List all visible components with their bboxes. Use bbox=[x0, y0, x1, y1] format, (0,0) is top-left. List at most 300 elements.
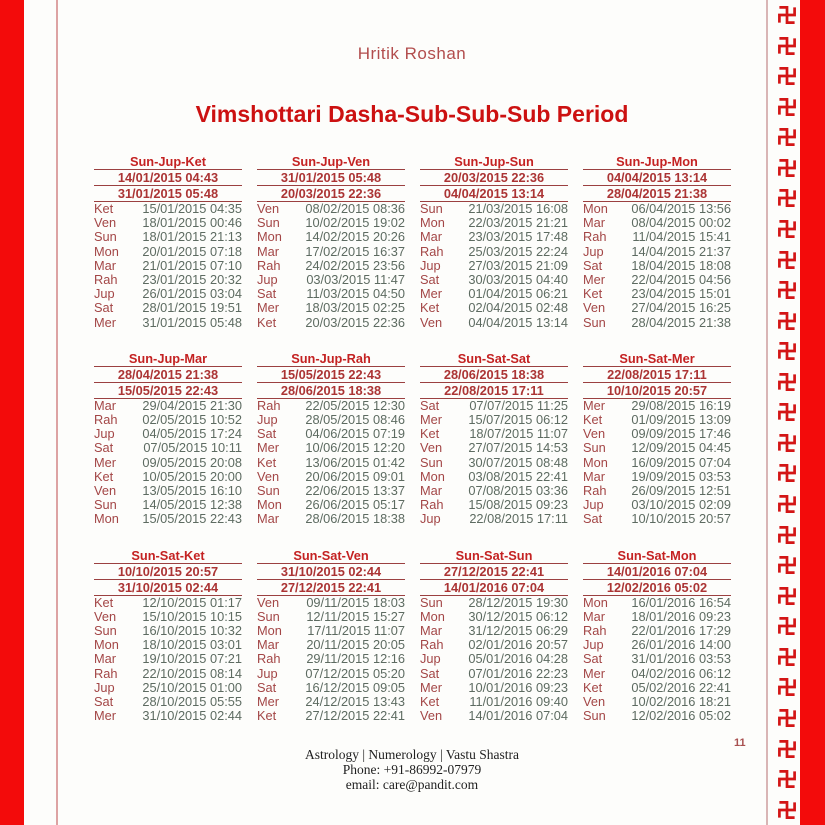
dasha-period-start: 28/04/2015 21:38 bbox=[94, 367, 242, 383]
period-end-datetime: 27/03/2015 21:09 bbox=[468, 257, 568, 273]
period-end-datetime: 04/06/2015 07:19 bbox=[305, 426, 405, 442]
swastika-icon bbox=[777, 280, 797, 300]
period-end-datetime: 16/12/2015 09:05 bbox=[305, 679, 405, 695]
planet-label: Ket bbox=[257, 454, 277, 470]
dasha-row bbox=[420, 610, 568, 624]
dasha-row bbox=[94, 230, 242, 244]
dasha-row bbox=[420, 216, 568, 230]
dasha-row bbox=[420, 709, 568, 723]
swastika-icon bbox=[777, 250, 797, 270]
period-end-datetime: 29/04/2015 21:30 bbox=[142, 397, 242, 413]
period-end-datetime: 10/02/2016 18:21 bbox=[631, 694, 731, 710]
period-end-datetime: 17/02/2015 16:37 bbox=[305, 243, 405, 259]
footer-services-line: Astrology | Numerology | Vastu Shastra bbox=[304, 747, 520, 762]
planet-label: Mon bbox=[257, 497, 282, 513]
swastika-icon bbox=[777, 372, 797, 392]
planet-label: Ven bbox=[583, 426, 606, 442]
swastika-icon bbox=[777, 616, 797, 636]
dasha-row bbox=[257, 709, 405, 723]
swastika-icon bbox=[777, 36, 797, 56]
period-end-datetime: 01/09/2015 13:09 bbox=[631, 412, 731, 428]
period-end-datetime: 15/01/2015 04:35 bbox=[142, 201, 242, 216]
planet-label: Sat bbox=[583, 651, 603, 667]
dasha-period-end: 28/04/2015 21:38 bbox=[583, 186, 731, 202]
planet-label: Rah bbox=[257, 397, 281, 413]
planet-label: Mar bbox=[583, 608, 606, 624]
planet-label: Mar bbox=[420, 483, 443, 499]
dasha-row bbox=[420, 202, 568, 216]
swastika-icon bbox=[777, 311, 797, 331]
planet-label: Rah bbox=[583, 623, 607, 639]
swastika-icon bbox=[777, 739, 797, 759]
dasha-table bbox=[583, 154, 731, 330]
dasha-row bbox=[257, 652, 405, 666]
period-end-datetime: 18/10/2015 03:01 bbox=[142, 637, 242, 653]
period-end-datetime: 03/03/2015 11:47 bbox=[306, 272, 405, 288]
period-end-datetime: 25/10/2015 01:00 bbox=[142, 679, 242, 695]
planet-label: Mon bbox=[94, 637, 119, 653]
dasha-row bbox=[257, 638, 405, 652]
dasha-row bbox=[94, 652, 242, 666]
planet-label: Sun bbox=[257, 215, 280, 231]
period-end-datetime: 09/09/2015 17:46 bbox=[631, 426, 731, 442]
planet-label: Sat bbox=[583, 257, 603, 273]
period-end-datetime: 10/05/2015 20:00 bbox=[142, 468, 242, 484]
planet-label: Mer bbox=[583, 665, 606, 681]
dasha-row bbox=[94, 301, 242, 315]
dasha-row bbox=[257, 427, 405, 441]
planet-label: Sun bbox=[420, 594, 443, 610]
planet-label: Rah bbox=[420, 637, 444, 653]
dasha-row bbox=[583, 456, 731, 470]
period-end-datetime: 27/12/2015 22:41 bbox=[305, 708, 405, 724]
dasha-row bbox=[420, 413, 568, 427]
dasha-period-start: 22/08/2015 17:11 bbox=[583, 367, 731, 383]
dasha-table-title: Sun-Sat-Ven bbox=[257, 548, 405, 564]
planet-label: Rah bbox=[94, 665, 118, 681]
period-end-datetime: 20/06/2015 09:01 bbox=[305, 468, 405, 484]
planet-label: Sun bbox=[257, 608, 280, 624]
dasha-table bbox=[420, 351, 568, 527]
dasha-row bbox=[420, 498, 568, 512]
period-end-datetime: 28/06/2015 18:38 bbox=[305, 511, 405, 527]
page-title: Vimshottari Dasha-Sub-Sub-Sub Period bbox=[195, 101, 629, 127]
dasha-row bbox=[583, 596, 731, 610]
dasha-row bbox=[583, 695, 731, 709]
dasha-table-title: Sun-Jup-Ven bbox=[257, 154, 405, 170]
dasha-row bbox=[420, 667, 568, 681]
dasha-row bbox=[257, 441, 405, 455]
planet-label: Ven bbox=[257, 594, 280, 610]
dasha-row bbox=[94, 610, 242, 624]
right-border-bar bbox=[800, 0, 825, 825]
dasha-row bbox=[94, 470, 242, 484]
planet-label: Sun bbox=[420, 454, 443, 470]
dasha-row bbox=[420, 399, 568, 413]
dasha-row bbox=[420, 512, 568, 526]
swastika-icon bbox=[777, 158, 797, 178]
swastika-border-column bbox=[774, 0, 800, 825]
dasha-row bbox=[420, 470, 568, 484]
planet-label: Sun bbox=[94, 497, 117, 513]
dasha-row bbox=[420, 681, 568, 695]
dasha-row bbox=[257, 216, 405, 230]
period-end-datetime: 30/12/2015 06:12 bbox=[468, 608, 568, 624]
planet-label: Sun bbox=[420, 201, 443, 216]
swastika-icon bbox=[777, 188, 797, 208]
dasha-row bbox=[583, 610, 731, 624]
swastika-icon bbox=[777, 525, 797, 545]
period-end-datetime: 20/03/2015 22:36 bbox=[305, 314, 405, 330]
period-end-datetime: 08/04/2015 00:02 bbox=[631, 215, 731, 231]
period-end-datetime: 13/06/2015 01:42 bbox=[305, 454, 405, 470]
period-end-datetime: 31/01/2016 03:53 bbox=[631, 651, 731, 667]
planet-label: Mer bbox=[420, 412, 443, 428]
swastika-icon bbox=[777, 372, 797, 392]
dasha-row bbox=[420, 273, 568, 287]
planet-label: Mon bbox=[257, 623, 282, 639]
period-end-datetime: 18/07/2015 11:07 bbox=[469, 426, 568, 442]
swastika-icon bbox=[777, 677, 797, 697]
swastika-icon bbox=[777, 97, 797, 117]
period-end-datetime: 28/04/2015 21:38 bbox=[631, 314, 731, 330]
planet-label: Mar bbox=[257, 243, 280, 259]
dasha-row bbox=[94, 316, 242, 330]
period-end-datetime: 05/01/2016 04:28 bbox=[468, 651, 568, 667]
planet-label: Ven bbox=[420, 440, 443, 456]
period-end-datetime: 19/10/2015 07:21 bbox=[142, 651, 242, 667]
period-end-datetime: 10/02/2015 19:02 bbox=[305, 215, 405, 231]
swastika-icon bbox=[777, 219, 797, 239]
dasha-period-start: 28/06/2015 18:38 bbox=[420, 367, 568, 383]
period-end-datetime: 12/10/2015 01:17 bbox=[142, 594, 242, 610]
dasha-period-start: 31/01/2015 05:48 bbox=[257, 170, 405, 186]
period-end-datetime: 11/03/2015 04:50 bbox=[306, 286, 405, 302]
dasha-period-start: 10/10/2015 20:57 bbox=[94, 564, 242, 580]
dasha-row bbox=[583, 230, 731, 244]
planet-label: Ket bbox=[583, 679, 603, 695]
period-end-datetime: 18/01/2015 00:46 bbox=[142, 215, 242, 231]
planet-label: Ket bbox=[257, 314, 277, 330]
planet-label: Jup bbox=[583, 637, 604, 653]
swastika-icon bbox=[777, 127, 797, 147]
planet-label: Rah bbox=[583, 483, 607, 499]
period-end-datetime: 22/08/2015 17:11 bbox=[469, 511, 568, 527]
swastika-icon bbox=[777, 708, 797, 728]
swastika-icon bbox=[777, 555, 797, 575]
period-end-datetime: 26/01/2016 14:00 bbox=[631, 637, 731, 653]
dasha-row bbox=[583, 638, 731, 652]
period-end-datetime: 16/09/2015 07:04 bbox=[631, 454, 731, 470]
period-end-datetime: 16/01/2016 16:54 bbox=[631, 594, 731, 610]
dasha-table bbox=[94, 351, 242, 527]
planet-label: Ket bbox=[420, 300, 440, 316]
swastika-icon bbox=[777, 5, 797, 25]
dasha-table-title: Sun-Sat-Ket bbox=[94, 548, 242, 564]
dasha-period-end: 10/10/2015 20:57 bbox=[583, 383, 731, 399]
footer bbox=[58, 748, 766, 792]
dasha-row bbox=[420, 441, 568, 455]
dasha-row bbox=[257, 287, 405, 301]
period-end-datetime: 15/05/2015 22:43 bbox=[142, 511, 242, 527]
dasha-row bbox=[257, 512, 405, 526]
dasha-table bbox=[420, 548, 568, 724]
planet-label: Sun bbox=[583, 314, 606, 330]
planet-label: Sat bbox=[420, 665, 440, 681]
period-end-datetime: 04/05/2015 17:24 bbox=[142, 426, 242, 442]
dasha-table bbox=[257, 548, 405, 724]
dasha-period-end: 27/12/2015 22:41 bbox=[257, 580, 405, 596]
swastika-icon bbox=[777, 769, 797, 789]
swastika-icon bbox=[777, 677, 797, 697]
period-end-datetime: 04/04/2015 13:14 bbox=[468, 314, 568, 330]
planet-label: Mar bbox=[94, 397, 117, 413]
planet-label: Sat bbox=[583, 511, 603, 527]
dasha-row bbox=[257, 456, 405, 470]
dasha-period-end: 12/02/2016 05:02 bbox=[583, 580, 731, 596]
swastika-icon bbox=[777, 127, 797, 147]
planet-label: Mer bbox=[94, 314, 117, 330]
period-end-datetime: 23/04/2015 15:01 bbox=[631, 286, 731, 302]
period-end-datetime: 02/01/2016 20:57 bbox=[468, 637, 568, 653]
period-end-datetime: 14/02/2015 20:26 bbox=[305, 229, 405, 245]
planet-label: Mer bbox=[420, 679, 443, 695]
period-end-datetime: 22/05/2015 12:30 bbox=[305, 397, 405, 413]
dasha-tables-grid bbox=[94, 154, 731, 723]
dasha-row bbox=[420, 456, 568, 470]
swastika-icon bbox=[777, 341, 797, 361]
dasha-row bbox=[257, 230, 405, 244]
dasha-table-title: Sun-Sat-Sat bbox=[420, 351, 568, 367]
planet-label: Jup bbox=[94, 426, 115, 442]
dasha-table bbox=[94, 548, 242, 724]
dasha-row bbox=[583, 667, 731, 681]
dasha-row bbox=[420, 287, 568, 301]
planet-label: Ven bbox=[94, 608, 117, 624]
planet-label: Ket bbox=[583, 286, 603, 302]
dasha-table-title: Sun-Jup-Mon bbox=[583, 154, 731, 170]
dasha-row bbox=[94, 273, 242, 287]
planet-label: Mon bbox=[420, 608, 445, 624]
dasha-row bbox=[583, 202, 731, 216]
dasha-row bbox=[257, 273, 405, 287]
dasha-row bbox=[94, 202, 242, 216]
swastika-icon bbox=[777, 250, 797, 270]
planet-label: Rah bbox=[257, 651, 281, 667]
dasha-period-start: 27/12/2015 22:41 bbox=[420, 564, 568, 580]
period-end-datetime: 05/02/2016 22:41 bbox=[631, 679, 731, 695]
swastika-icon bbox=[777, 800, 797, 820]
swastika-icon bbox=[777, 708, 797, 728]
planet-label: Mar bbox=[420, 229, 443, 245]
period-end-datetime: 03/10/2015 02:09 bbox=[631, 497, 731, 513]
period-end-datetime: 06/04/2015 13:56 bbox=[631, 201, 731, 216]
dasha-row bbox=[257, 596, 405, 610]
period-end-datetime: 20/01/2015 07:18 bbox=[142, 243, 242, 259]
period-end-datetime: 19/09/2015 03:53 bbox=[631, 468, 731, 484]
planet-label: Mon bbox=[583, 594, 608, 610]
period-end-datetime: 02/04/2015 02:48 bbox=[468, 300, 568, 316]
swastika-icon bbox=[777, 311, 797, 331]
dasha-row bbox=[583, 427, 731, 441]
swastika-icon bbox=[777, 463, 797, 483]
left-border-bar bbox=[0, 0, 24, 825]
period-end-datetime: 25/03/2015 22:24 bbox=[468, 243, 568, 259]
dasha-row bbox=[583, 624, 731, 638]
period-end-datetime: 22/10/2015 08:14 bbox=[142, 665, 242, 681]
dasha-table-title: Sun-Sat-Mon bbox=[583, 548, 731, 564]
planet-label: Mer bbox=[583, 397, 606, 413]
swastika-icon bbox=[777, 616, 797, 636]
footer-phone-line: Phone: +91-86992-07979 bbox=[342, 761, 482, 777]
dasha-row bbox=[94, 427, 242, 441]
dasha-row bbox=[420, 245, 568, 259]
period-end-datetime: 23/01/2015 20:32 bbox=[142, 272, 242, 288]
period-end-datetime: 12/09/2015 04:45 bbox=[631, 440, 731, 456]
dasha-row bbox=[420, 230, 568, 244]
planet-label: Rah bbox=[420, 243, 444, 259]
dasha-period-end: 22/08/2015 17:11 bbox=[420, 383, 568, 399]
dasha-row bbox=[257, 484, 405, 498]
period-end-datetime: 28/10/2015 05:55 bbox=[142, 694, 242, 710]
person-name: Hritik Roshan bbox=[357, 44, 467, 63]
swastika-icon bbox=[777, 433, 797, 453]
swastika-icon bbox=[777, 586, 797, 606]
dasha-row bbox=[94, 441, 242, 455]
dasha-row bbox=[420, 596, 568, 610]
period-end-datetime: 15/10/2015 10:15 bbox=[142, 608, 242, 624]
swastika-icon bbox=[777, 5, 797, 25]
planet-label: Ven bbox=[420, 314, 443, 330]
planet-label: Mon bbox=[94, 243, 119, 259]
dasha-row bbox=[583, 681, 731, 695]
period-end-datetime: 11/01/2016 09:40 bbox=[469, 694, 568, 710]
planet-label: Ket bbox=[94, 201, 114, 216]
dasha-row bbox=[420, 259, 568, 273]
period-end-datetime: 26/01/2015 03:04 bbox=[142, 286, 242, 302]
period-end-datetime: 23/03/2015 17:48 bbox=[468, 229, 568, 245]
dasha-row bbox=[94, 709, 242, 723]
dasha-table bbox=[94, 154, 242, 330]
dasha-row bbox=[94, 259, 242, 273]
period-end-datetime: 18/01/2016 09:23 bbox=[631, 608, 731, 624]
dasha-period-start: 14/01/2016 07:04 bbox=[583, 564, 731, 580]
planet-label: Jup bbox=[94, 679, 115, 695]
period-end-datetime: 24/12/2015 13:43 bbox=[305, 694, 405, 710]
planet-label: Sat bbox=[257, 679, 277, 695]
planet-label: Ven bbox=[257, 468, 280, 484]
planet-label: Mar bbox=[257, 511, 280, 527]
dasha-period-end: 15/05/2015 22:43 bbox=[94, 383, 242, 399]
swastika-icon bbox=[777, 341, 797, 361]
dasha-table bbox=[583, 548, 731, 724]
dasha-row bbox=[257, 413, 405, 427]
period-end-datetime: 15/07/2015 06:12 bbox=[468, 412, 568, 428]
planet-label: Rah bbox=[94, 412, 118, 428]
period-end-datetime: 26/06/2015 05:17 bbox=[305, 497, 405, 513]
dasha-table-title: Sun-Sat-Mer bbox=[583, 351, 731, 367]
period-end-datetime: 12/11/2015 15:27 bbox=[306, 608, 405, 624]
swastika-icon bbox=[777, 36, 797, 56]
period-end-datetime: 10/01/2016 09:23 bbox=[468, 679, 568, 695]
dasha-row bbox=[257, 301, 405, 315]
dasha-period-start: 14/01/2015 04:43 bbox=[94, 170, 242, 186]
dasha-row bbox=[420, 638, 568, 652]
planet-label: Sat bbox=[94, 300, 114, 316]
planet-label: Rah bbox=[94, 272, 118, 288]
swastika-icon bbox=[777, 800, 797, 820]
dasha-row bbox=[583, 441, 731, 455]
planet-label: Jup bbox=[257, 412, 278, 428]
swastika-icon bbox=[777, 402, 797, 422]
dasha-row bbox=[257, 681, 405, 695]
planet-label: Mon bbox=[94, 511, 119, 527]
period-end-datetime: 18/01/2015 21:13 bbox=[142, 229, 242, 245]
planet-label: Sun bbox=[257, 483, 280, 499]
dasha-row bbox=[420, 624, 568, 638]
planet-label: Rah bbox=[420, 497, 444, 513]
planet-label: Sat bbox=[420, 272, 440, 288]
planet-label: Ven bbox=[94, 215, 117, 231]
dasha-row bbox=[257, 470, 405, 484]
swastika-icon bbox=[777, 158, 797, 178]
dasha-row bbox=[257, 695, 405, 709]
period-end-datetime: 17/11/2015 11:07 bbox=[307, 623, 405, 639]
dasha-row bbox=[583, 273, 731, 287]
dasha-period-end: 28/06/2015 18:38 bbox=[257, 383, 405, 399]
dasha-row bbox=[94, 681, 242, 695]
period-end-datetime: 30/03/2015 04:40 bbox=[468, 272, 568, 288]
period-end-datetime: 28/05/2015 08:46 bbox=[305, 412, 405, 428]
period-end-datetime: 14/01/2016 07:04 bbox=[468, 708, 568, 724]
dasha-row bbox=[94, 216, 242, 230]
planet-label: Jup bbox=[420, 651, 441, 667]
swastika-icon bbox=[777, 66, 797, 86]
planet-label: Mon bbox=[420, 468, 445, 484]
dasha-row bbox=[583, 259, 731, 273]
dasha-table bbox=[420, 154, 568, 330]
planet-label: Ket bbox=[420, 426, 440, 442]
period-end-datetime: 24/02/2015 23:56 bbox=[305, 257, 405, 273]
period-end-datetime: 21/01/2015 07:10 bbox=[142, 257, 242, 273]
swastika-icon bbox=[777, 769, 797, 789]
planet-label: Sun bbox=[583, 708, 606, 724]
planet-label: Rah bbox=[583, 229, 607, 245]
dasha-period-end: 04/04/2015 13:14 bbox=[420, 186, 568, 202]
planet-label: Mer bbox=[583, 272, 606, 288]
swastika-icon bbox=[777, 525, 797, 545]
period-end-datetime: 10/10/2015 20:57 bbox=[631, 511, 731, 527]
planet-label: Ven bbox=[257, 201, 280, 216]
planet-label: Mar bbox=[583, 215, 606, 231]
swastika-icon bbox=[777, 494, 797, 514]
dasha-row bbox=[257, 245, 405, 259]
planet-label: Mer bbox=[257, 694, 280, 710]
planet-label: Mar bbox=[583, 468, 606, 484]
period-end-datetime: 18/03/2015 02:25 bbox=[305, 300, 405, 316]
dasha-row bbox=[583, 216, 731, 230]
planet-label: Sun bbox=[94, 229, 117, 245]
planet-label: Mer bbox=[257, 440, 280, 456]
planet-label: Mar bbox=[420, 623, 443, 639]
dasha-period-end: 14/01/2016 07:04 bbox=[420, 580, 568, 596]
dasha-period-start: 31/10/2015 02:44 bbox=[257, 564, 405, 580]
planet-label: Mer bbox=[420, 286, 443, 302]
period-end-datetime: 10/06/2015 12:20 bbox=[305, 440, 405, 456]
period-end-datetime: 04/02/2016 06:12 bbox=[631, 665, 731, 681]
planet-label: Mon bbox=[583, 454, 608, 470]
dasha-row bbox=[583, 498, 731, 512]
